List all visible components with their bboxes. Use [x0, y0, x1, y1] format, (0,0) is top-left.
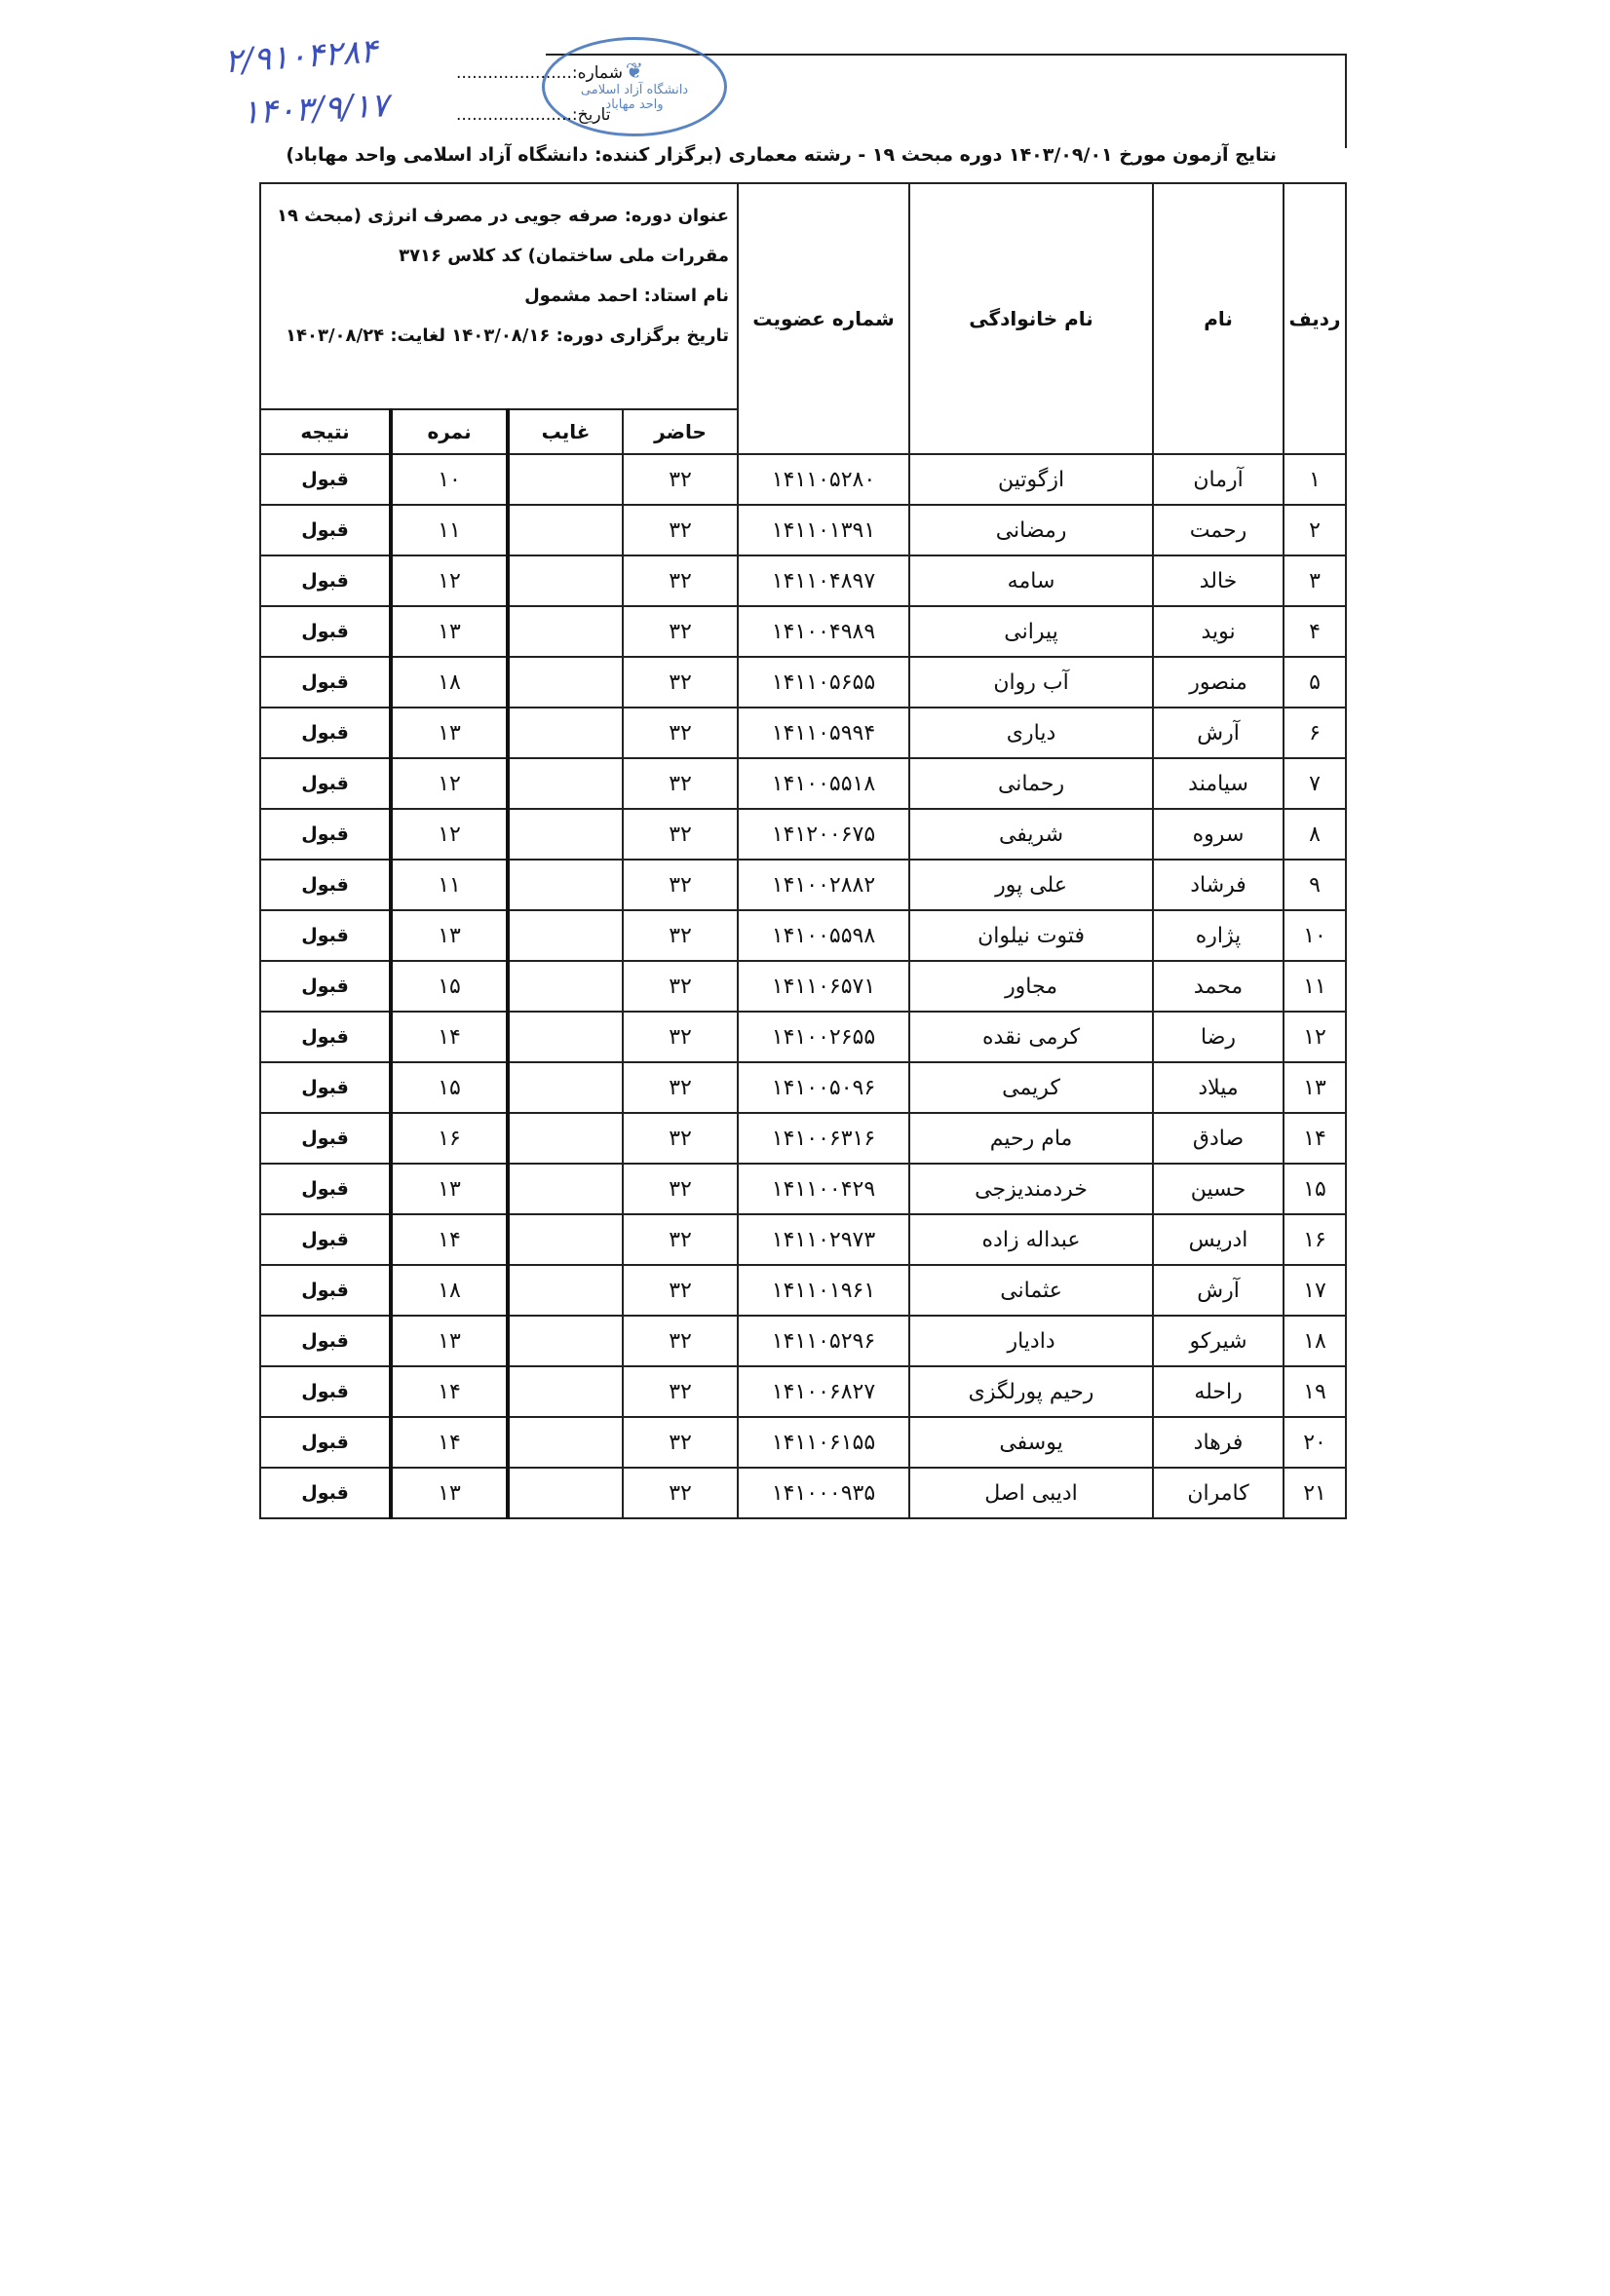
cell-membership: ۱۴۱۰۰۴۹۸۹	[738, 606, 909, 657]
cell-result: قبول	[260, 910, 391, 961]
header-grade: نمره	[391, 409, 508, 454]
cell-membership: ۱۴۱۰۰۶۳۱۶	[738, 1113, 909, 1164]
cell-absent	[508, 708, 623, 758]
cell-present: ۳۲	[623, 1062, 738, 1113]
cell-first-name: شیرکو	[1153, 1316, 1284, 1366]
cell-grade: ۱۴	[391, 1417, 508, 1468]
cell-absent	[508, 657, 623, 708]
table-row	[260, 606, 1346, 657]
cell-result: قبول	[260, 606, 391, 657]
cell-present: ۳۲	[623, 1265, 738, 1316]
cell-present: ۳۲	[623, 708, 738, 758]
cell-grade: ۱۵	[391, 1062, 508, 1113]
table-row	[260, 1366, 1346, 1417]
cell-last-name: سامه	[909, 555, 1153, 606]
cell-last-name: مام رحیم	[909, 1113, 1153, 1164]
cell-result: قبول	[260, 961, 391, 1012]
cell-first-name: راحله	[1153, 1366, 1284, 1417]
cell-membership: ۱۴۱۱۰۱۹۶۱	[738, 1265, 909, 1316]
cell-last-name: علی پور	[909, 860, 1153, 910]
cell-last-name: دادیار	[909, 1316, 1153, 1366]
table-row	[260, 1113, 1346, 1164]
results-table	[259, 182, 1347, 1519]
table-row	[260, 1012, 1346, 1062]
cell-first-name: فرهاد	[1153, 1417, 1284, 1468]
cell-no: ۸	[1284, 809, 1346, 860]
cell-present: ۳۲	[623, 1164, 738, 1214]
emblem-icon: ❦	[625, 59, 644, 84]
cell-first-name: فرشاد	[1153, 860, 1284, 910]
cell-no: ۱۹	[1284, 1366, 1346, 1417]
cell-first-name: میلاد	[1153, 1062, 1284, 1113]
table-row	[260, 1316, 1346, 1366]
cell-result: قبول	[260, 1214, 391, 1265]
cell-present: ۳۲	[623, 454, 738, 505]
cell-absent	[508, 1012, 623, 1062]
cell-grade: ۱۳	[391, 910, 508, 961]
cell-membership: ۱۴۱۱۰۵۹۹۴	[738, 708, 909, 758]
table-row	[260, 1417, 1346, 1468]
cell-no: ۴	[1284, 606, 1346, 657]
cell-present: ۳۲	[623, 1316, 738, 1366]
header-absent: غایب	[508, 409, 623, 454]
cell-absent	[508, 1366, 623, 1417]
cell-last-name: ازگوتین	[909, 454, 1153, 505]
table-row	[260, 1214, 1346, 1265]
stamp-text-bottom: واحد مهاباد	[605, 97, 664, 112]
cell-no: ۱۸	[1284, 1316, 1346, 1366]
course-title-line1: عنوان دوره: صرفه جویی در مصرف انرژی (مبحث ۱۹	[277, 206, 730, 226]
table-row	[260, 657, 1346, 708]
cell-result: قبول	[260, 1417, 391, 1468]
cell-grade: ۱۴	[391, 1366, 508, 1417]
table-row	[260, 910, 1346, 961]
table-row	[260, 1265, 1346, 1316]
cell-absent	[508, 809, 623, 860]
cell-membership: ۱۴۱۰۰۵۵۹۸	[738, 910, 909, 961]
cell-last-name: عبداله زاده	[909, 1214, 1153, 1265]
table-row	[260, 860, 1346, 910]
cell-result: قبول	[260, 1265, 391, 1316]
cell-grade: ۱۲	[391, 758, 508, 809]
cell-present: ۳۲	[623, 1113, 738, 1164]
course-title-line2: مقررات ملی ساختمان) کد کلاس ۳۷۱۶	[399, 246, 730, 266]
cell-membership: ۱۴۱۱۰۰۴۲۹	[738, 1164, 909, 1214]
cell-membership: ۱۴۱۱۰۴۸۹۷	[738, 555, 909, 606]
header-membership: شماره عضویت	[738, 183, 909, 454]
cell-result: قبول	[260, 1113, 391, 1164]
cell-no: ۲۰	[1284, 1417, 1346, 1468]
cell-grade: ۱۳	[391, 1468, 508, 1518]
cell-no: ۲	[1284, 505, 1346, 555]
table-row	[260, 708, 1346, 758]
cell-no: ۱۱	[1284, 961, 1346, 1012]
cell-last-name: شریفی	[909, 809, 1153, 860]
cell-present: ۳۲	[623, 1468, 738, 1518]
cell-no: ۱۲	[1284, 1012, 1346, 1062]
course-dates: تاریخ برگزاری دوره: ۱۴۰۳/۰۸/۱۶ لغایت: ۱۴۰۳/۰۸/۲۴	[286, 325, 730, 346]
cell-first-name: محمد	[1153, 961, 1284, 1012]
cell-present: ۳۲	[623, 555, 738, 606]
cell-present: ۳۲	[623, 505, 738, 555]
cell-absent	[508, 1316, 623, 1366]
handwritten-number: ۲/۹۱۰۴۲۸۴	[222, 31, 379, 82]
cell-grade: ۱۸	[391, 1265, 508, 1316]
cell-last-name: رحمانی	[909, 758, 1153, 809]
header-first-name: نام	[1153, 183, 1284, 454]
cell-absent	[508, 1062, 623, 1113]
cell-membership: ۱۴۱۱۰۶۱۵۵	[738, 1417, 909, 1468]
cell-last-name: رحیم پورلگزی	[909, 1366, 1153, 1417]
cell-no: ۷	[1284, 758, 1346, 809]
cell-grade: ۱۳	[391, 1164, 508, 1214]
cell-grade: ۱۵	[391, 961, 508, 1012]
cell-absent	[508, 758, 623, 809]
cell-last-name: دیاری	[909, 708, 1153, 758]
cell-first-name: صادق	[1153, 1113, 1284, 1164]
cell-first-name: آرش	[1153, 708, 1284, 758]
cell-last-name: یوسفی	[909, 1417, 1153, 1468]
cell-last-name: کرمی نقده	[909, 1012, 1153, 1062]
cell-result: قبول	[260, 1468, 391, 1518]
course-info	[260, 183, 738, 409]
cell-grade: ۱۰	[391, 454, 508, 505]
cell-absent	[508, 1265, 623, 1316]
cell-result: قبول	[260, 555, 391, 606]
cell-absent	[508, 910, 623, 961]
cell-membership: ۱۴۱۱۰۱۳۹۱	[738, 505, 909, 555]
cell-no: ۶	[1284, 708, 1346, 758]
cell-grade: ۱۸	[391, 657, 508, 708]
cell-membership: ۱۴۱۰۰۵۵۱۸	[738, 758, 909, 809]
header-result: نتیجه	[260, 409, 391, 454]
cell-membership: ۱۴۱۱۰۵۶۵۵	[738, 657, 909, 708]
cell-no: ۱	[1284, 454, 1346, 505]
cell-result: قبول	[260, 860, 391, 910]
cell-absent	[508, 1214, 623, 1265]
cell-last-name: مجاور	[909, 961, 1153, 1012]
cell-no: ۱۰	[1284, 910, 1346, 961]
cell-result: قبول	[260, 1012, 391, 1062]
cell-first-name: آرمان	[1153, 454, 1284, 505]
cell-membership: ۱۴۱۰۰۰۹۳۵	[738, 1468, 909, 1518]
table-row	[260, 961, 1346, 1012]
date-label: تاریخ:......................	[456, 105, 611, 125]
cell-no: ۱۳	[1284, 1062, 1346, 1113]
cell-result: قبول	[260, 1316, 391, 1366]
handwritten-date: ۱۴۰۳/۹/۱۷	[241, 86, 390, 133]
cell-last-name: کریمی	[909, 1062, 1153, 1113]
cell-first-name: حسین	[1153, 1164, 1284, 1214]
cell-grade: ۱۱	[391, 505, 508, 555]
cell-grade: ۱۲	[391, 809, 508, 860]
cell-present: ۳۲	[623, 809, 738, 860]
cell-present: ۳۲	[623, 1012, 738, 1062]
cell-no: ۵	[1284, 657, 1346, 708]
cell-membership: ۱۴۱۱۰۲۹۷۳	[738, 1214, 909, 1265]
cell-first-name: منصور	[1153, 657, 1284, 708]
cell-grade: ۱۶	[391, 1113, 508, 1164]
cell-first-name: پژاره	[1153, 910, 1284, 961]
cell-present: ۳۲	[623, 961, 738, 1012]
cell-no: ۹	[1284, 860, 1346, 910]
table-row	[260, 1062, 1346, 1113]
cell-membership: ۱۴۱۲۰۰۶۷۵	[738, 809, 909, 860]
cell-grade: ۱۳	[391, 1316, 508, 1366]
cell-last-name: پیرانی	[909, 606, 1153, 657]
cell-result: قبول	[260, 809, 391, 860]
table-row	[260, 505, 1346, 555]
table-row	[260, 1164, 1346, 1214]
cell-no: ۳	[1284, 555, 1346, 606]
cell-result: قبول	[260, 708, 391, 758]
cell-absent	[508, 961, 623, 1012]
cell-grade: ۱۴	[391, 1214, 508, 1265]
cell-grade: ۱۴	[391, 1012, 508, 1062]
cell-absent	[508, 555, 623, 606]
cell-no: ۱۷	[1284, 1265, 1346, 1316]
cell-present: ۳۲	[623, 1214, 738, 1265]
cell-first-name: آرش	[1153, 1265, 1284, 1316]
cell-result: قبول	[260, 1164, 391, 1214]
cell-first-name: خالد	[1153, 555, 1284, 606]
number-label: شماره:......................	[456, 63, 623, 83]
cell-result: قبول	[260, 505, 391, 555]
cell-result: قبول	[260, 758, 391, 809]
cell-first-name: رحمت	[1153, 505, 1284, 555]
cell-no: ۱۵	[1284, 1164, 1346, 1214]
table-row	[260, 454, 1346, 505]
table-row	[260, 809, 1346, 860]
cell-absent	[508, 860, 623, 910]
cell-absent	[508, 505, 623, 555]
cell-first-name: سیامند	[1153, 758, 1284, 809]
header-row-no: ردیف	[1284, 183, 1346, 454]
table-row	[260, 555, 1346, 606]
cell-first-name: کامران	[1153, 1468, 1284, 1518]
cell-absent	[508, 1164, 623, 1214]
cell-grade: ۱۳	[391, 606, 508, 657]
cell-first-name: رضا	[1153, 1012, 1284, 1062]
cell-present: ۳۲	[623, 910, 738, 961]
cell-grade: ۱۲	[391, 555, 508, 606]
cell-last-name: رمضانی	[909, 505, 1153, 555]
cell-present: ۳۲	[623, 1417, 738, 1468]
cell-no: ۱۴	[1284, 1113, 1346, 1164]
cell-last-name: فتوت نیلوان	[909, 910, 1153, 961]
cell-absent	[508, 606, 623, 657]
cell-no: ۱۶	[1284, 1214, 1346, 1265]
cell-absent	[508, 1113, 623, 1164]
cell-grade: ۱۳	[391, 708, 508, 758]
table-row	[260, 1468, 1346, 1518]
cell-result: قبول	[260, 1366, 391, 1417]
header-present: حاضر	[623, 409, 738, 454]
cell-present: ۳۲	[623, 1366, 738, 1417]
cell-first-name: نوید	[1153, 606, 1284, 657]
cell-first-name: ادریس	[1153, 1214, 1284, 1265]
cell-absent	[508, 1417, 623, 1468]
page-title: نتایج آزمون مورخ ۱۴۰۳/۰۹/۰۱ دوره مبحث ۱۹ - رشته معماری (برگزار کننده: دانشگاه آزاد اسلامی واحد مهاباد)	[286, 144, 1277, 166]
cell-last-name: ادیبی اصل	[909, 1468, 1153, 1518]
header-last-name: نام خانوادگی	[909, 183, 1153, 454]
cell-membership: ۱۴۱۰۰۲۶۵۵	[738, 1012, 909, 1062]
cell-absent	[508, 454, 623, 505]
cell-membership: ۱۴۱۱۰۵۲۸۰	[738, 454, 909, 505]
cell-present: ۳۲	[623, 657, 738, 708]
cell-result: قبول	[260, 657, 391, 708]
cell-last-name: آب روان	[909, 657, 1153, 708]
cell-membership: ۱۴۱۱۰۵۲۹۶	[738, 1316, 909, 1366]
stamp-text-top: دانشگاه آزاد اسلامی	[580, 83, 689, 97]
cell-membership: ۱۴۱۰۰۲۸۸۲	[738, 860, 909, 910]
cell-absent	[508, 1468, 623, 1518]
table-row	[260, 758, 1346, 809]
cell-present: ۳۲	[623, 860, 738, 910]
cell-result: قبول	[260, 1062, 391, 1113]
cell-result: قبول	[260, 454, 391, 505]
cell-first-name: سروه	[1153, 809, 1284, 860]
course-instructor: نام استاد: احمد مشمول	[524, 286, 730, 306]
cell-last-name: خردمندیزجی	[909, 1164, 1153, 1214]
cell-grade: ۱۱	[391, 860, 508, 910]
cell-last-name: عثمانی	[909, 1265, 1153, 1316]
cell-membership: ۱۴۱۱۰۶۵۷۱	[738, 961, 909, 1012]
cell-membership: ۱۴۱۰۰۶۸۲۷	[738, 1366, 909, 1417]
cell-membership: ۱۴۱۰۰۵۰۹۶	[738, 1062, 909, 1113]
cell-no: ۲۱	[1284, 1468, 1346, 1518]
cell-present: ۳۲	[623, 606, 738, 657]
cell-present: ۳۲	[623, 758, 738, 809]
